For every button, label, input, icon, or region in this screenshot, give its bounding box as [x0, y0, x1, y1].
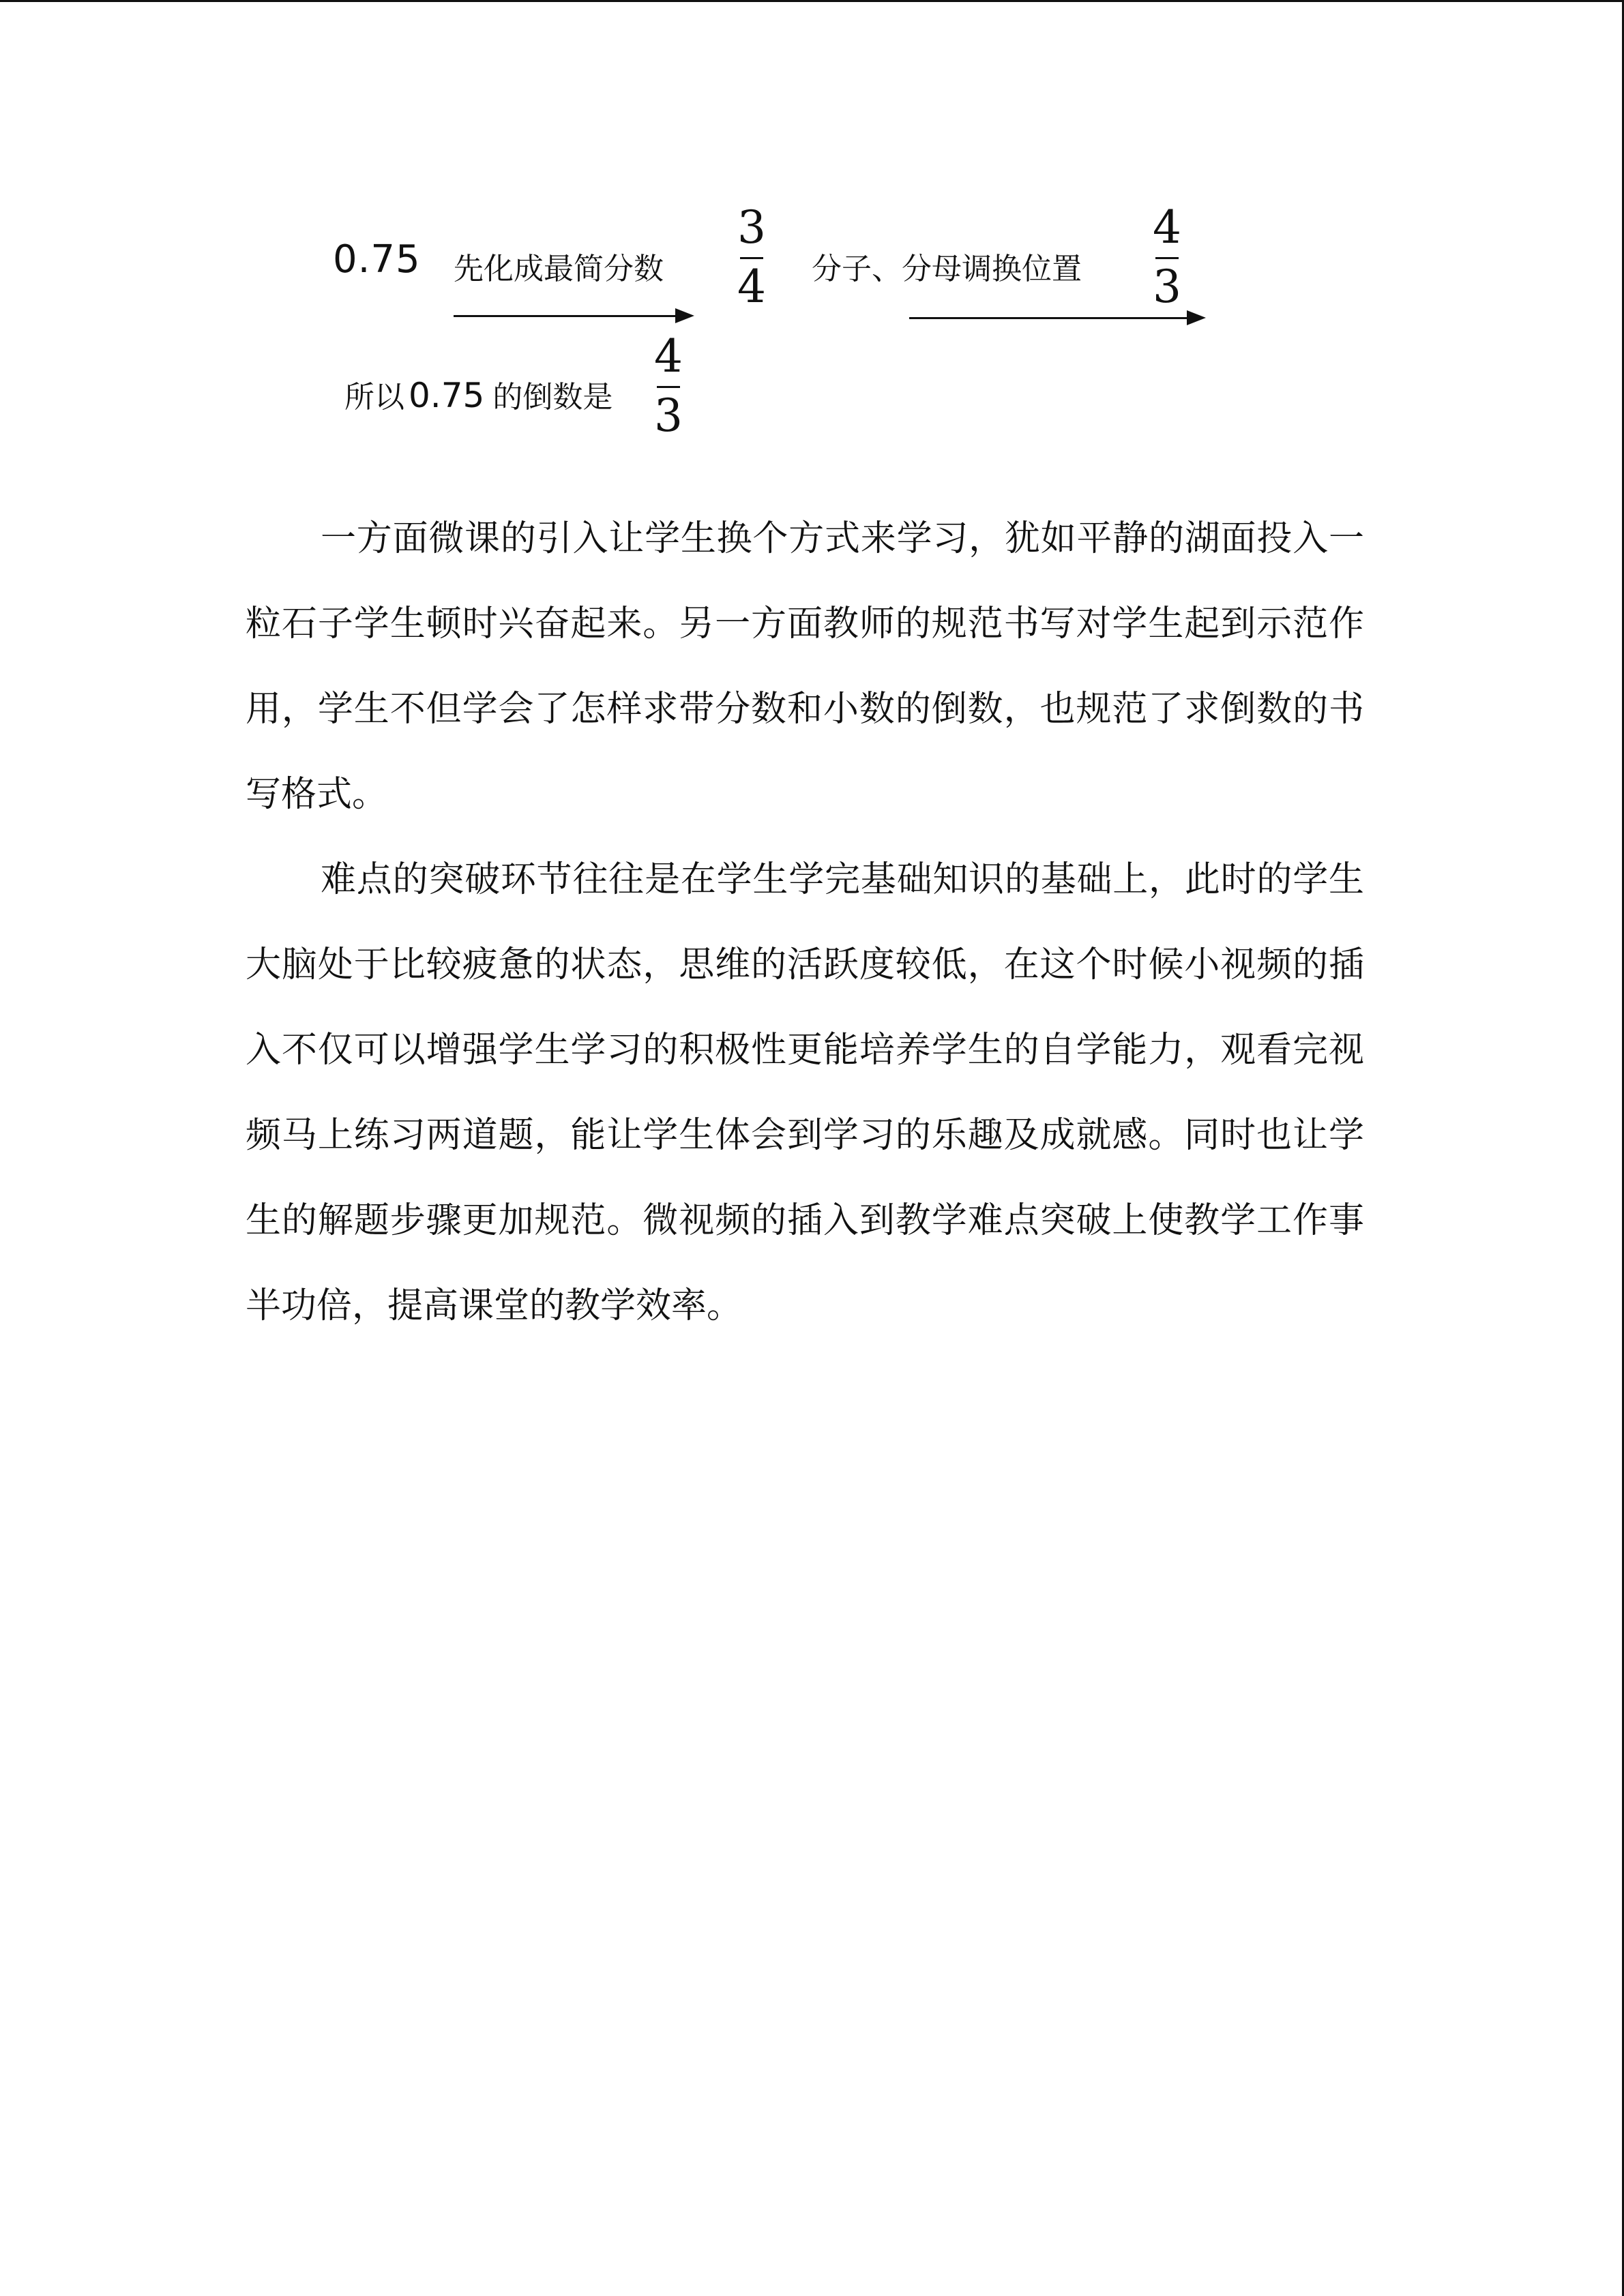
start-value: 0.75 — [333, 237, 421, 282]
fraction1 — [728, 201, 776, 316]
step1-arrow-shaft — [454, 315, 679, 317]
conclusion-value: 0.75 — [409, 376, 485, 415]
fraction1-denominator: 4 — [737, 260, 766, 313]
conclusion-fraction-denominator: 3 — [654, 389, 683, 442]
fraction2-denominator: 3 — [1153, 260, 1181, 313]
fraction1-numerator: 3 — [737, 201, 766, 254]
conclusion-fraction — [645, 330, 692, 445]
paragraph-2: 难点的突破环节往往是在学生学完基础知识的基础上，此时的学生大脑处于比较疲惫的状态，思维的活跃度较低，在这个时候小视频的插入不仅可以增强学生学习的积极性更能培养学生的自学能力，观看完视频马上练习两道题，能让学生体会到学习的乐趣及成就感。同时也让学生的解题步骤更加规范。微视频的插入到教学难点突破上使教学工作事半功倍，提高课堂的教学效率。 — [246, 859, 1364, 1326]
step1-arrow-head — [675, 308, 694, 323]
conclusion-prefix: 所以 — [344, 380, 404, 415]
paragraph-1: 一方面微课的引入让学生换个方式来学习，犹如平静的湖面投入一粒石子学生顿时兴奋起来。另一方面教师的规范书写对学生起到示范作用，学生不但学会了怎样求带分数和小数的倒数，也规范了求倒数的书写格式。 — [246, 518, 1364, 815]
fraction2-numerator: 4 — [1153, 201, 1181, 254]
step1-label: 先化成最简分数 — [454, 252, 664, 286]
step2-arrow-shaft — [909, 317, 1196, 319]
step2-label: 分子、分母调换位置 — [812, 252, 1082, 286]
conclusion-fraction-numerator: 4 — [654, 330, 683, 383]
conclusion-suffix: 的倒数是 — [492, 380, 613, 415]
conclusion-line — [344, 372, 612, 416]
fraction2 — [1143, 201, 1191, 316]
